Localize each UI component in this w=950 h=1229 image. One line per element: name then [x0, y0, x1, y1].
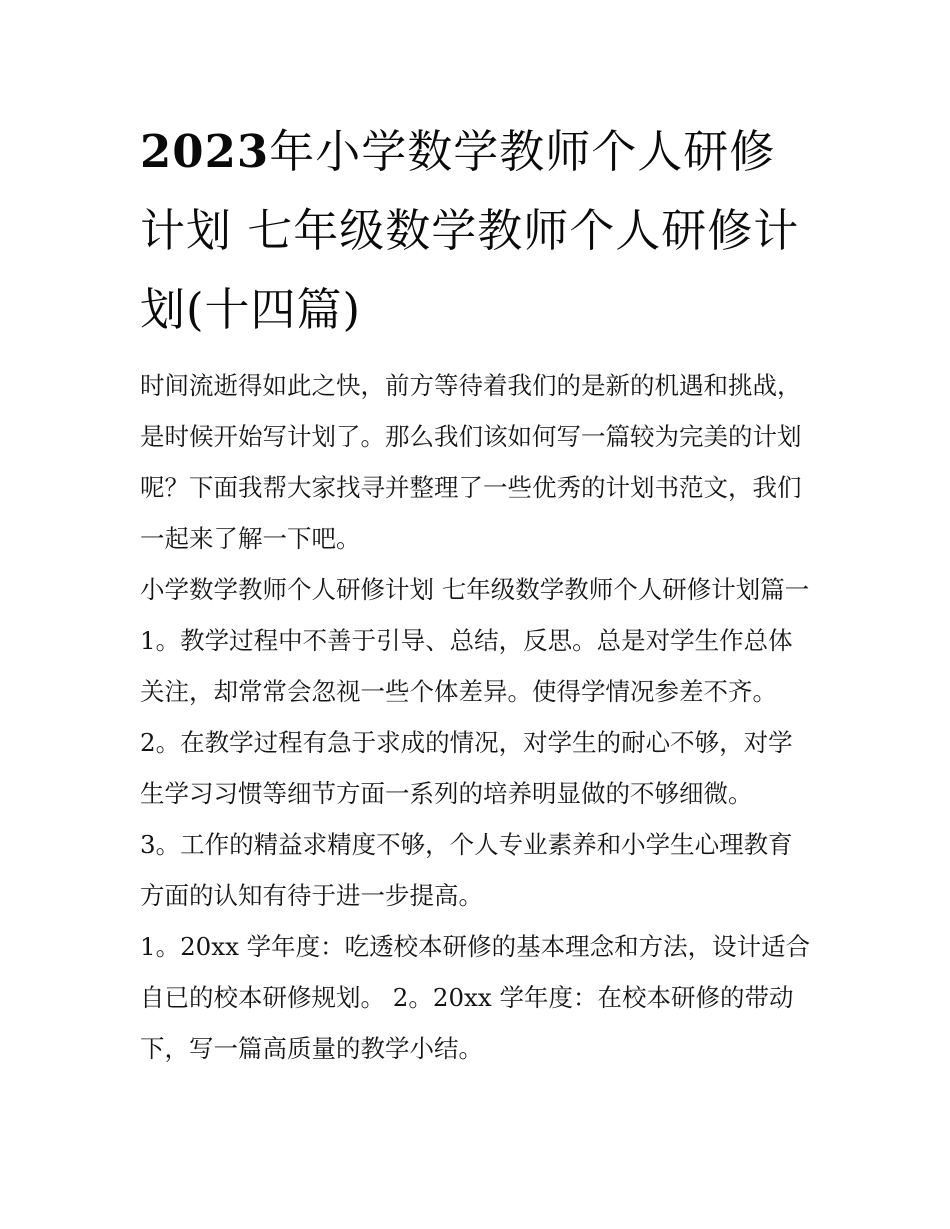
section-heading: 小学数学教师个人研修计划 七年级数学教师个人研修计划篇一: [140, 575, 810, 604]
document-page: [140, 112, 812, 1074]
intro-paragraph: 时间流逝得如此之快，前方等待着我们的是新的机遇和挑战，是时候开始写计划了。那么我们该如何写一篇较为完美的计划呢？下面我帮大家找寻并整理了一些优秀的计划书范文，我们一起来了解一下吧。: [140, 371, 802, 553]
list-item-1: 1。教学过程中不善于引导、总结，反思。总是对学生作总体关注，却常常会忽视一些个体差异。使得学情况参差不齐。: [140, 626, 793, 706]
title-year: 2023: [140, 125, 270, 178]
title-text: 年小学数学教师个人研修计划 七年级数学教师个人研修计划(十四篇): [140, 125, 800, 336]
list-item-2: 2。在教学过程有急于求成的情况，对学生的耐心不够，对学生学习习惯等细节方面一系列的培养明显做的不够细微。: [140, 728, 793, 808]
list-item-3: 3。工作的精益求精度不够，个人专业素养和小学生心理教育方面的认知有待于进一步提高。: [140, 830, 793, 910]
plan-item: 1。20xx 学年度：吃透校本研修的基本理念和方法，设计适合自已的校本研修规划。 2。20xx 学年度：在校本研修的带动下，写一篇高质量的教学小结。: [140, 932, 811, 1063]
document-body: [140, 360, 812, 1074]
document-title: [140, 112, 812, 349]
